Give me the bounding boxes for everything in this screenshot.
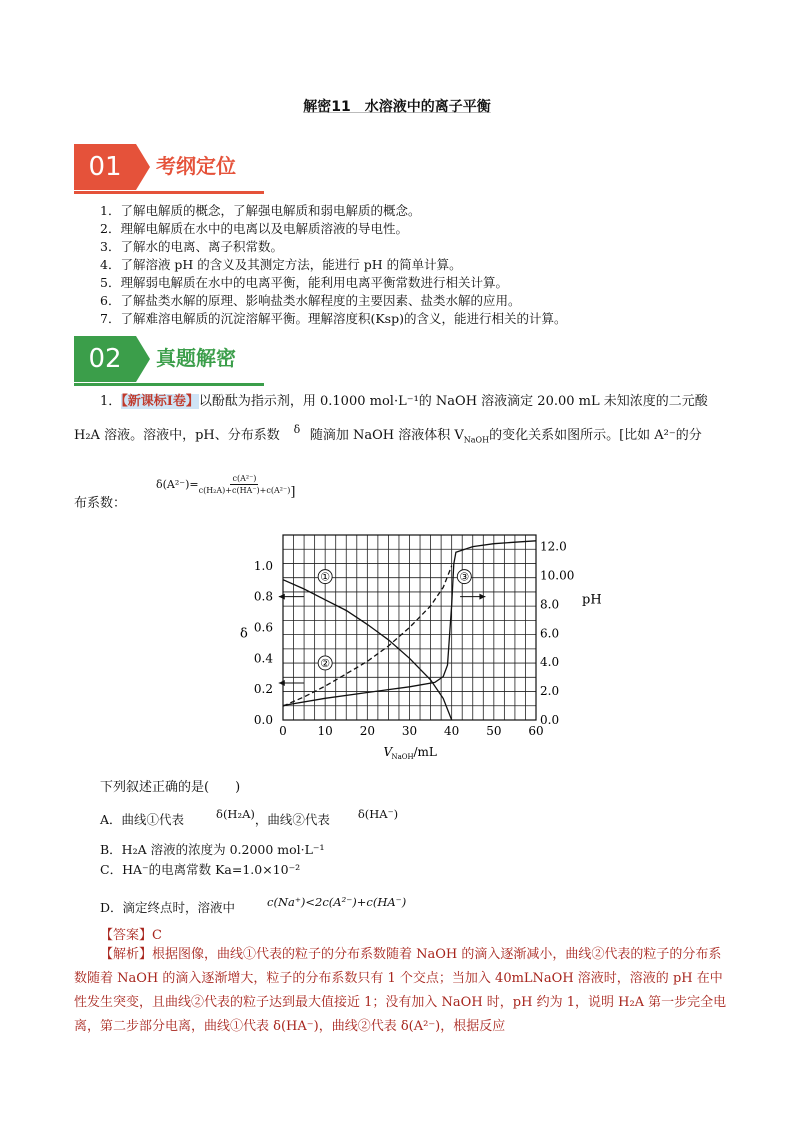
x-tick-label: 20 xyxy=(359,724,375,738)
delta-symbol: δ xyxy=(293,423,301,436)
banner-arrow-icon xyxy=(136,336,150,382)
answer: 【答案】C xyxy=(100,928,162,943)
y-tick-label: 1.0 xyxy=(253,558,273,573)
y-axis-label: δ xyxy=(240,626,248,642)
source-tag: 【新课标Ⅰ卷】 xyxy=(121,394,199,409)
y2-axis-label: pH xyxy=(582,592,602,608)
outline-item: 4．了解溶液 pH 的含义及其测定方法，能进行 pH 的简单计算。 xyxy=(100,257,462,272)
section-label: 真题解密 xyxy=(156,346,236,370)
banner-divider xyxy=(74,383,264,386)
titration-chart xyxy=(228,528,602,766)
banner-arrow-icon xyxy=(136,144,150,190)
section-number: 02 xyxy=(74,336,136,382)
y-tick-label: 0.4 xyxy=(253,651,273,666)
formula-denominator: c(H₂A)+c(HA⁻)+c(A²⁻) xyxy=(198,486,291,495)
y2-tick-label: 10.00 xyxy=(540,568,575,583)
option-a: A．曲线①代表 δ(H₂A)，曲线②代表 δ(HA⁻) xyxy=(100,807,399,827)
y-tick-label: 0.6 xyxy=(253,620,273,635)
y-tick-label: 0.0 xyxy=(253,713,273,727)
y2-tick-label: 8.0 xyxy=(540,597,560,612)
formula-numerator: c(A²⁻) xyxy=(232,474,257,483)
x-tick-label: 10 xyxy=(317,724,333,738)
annotation-label: ② xyxy=(320,656,331,670)
option-d-expression: c(Na⁺)<2c(A²⁻)+c(HA⁻) xyxy=(267,895,407,909)
x-axis-label: V xyxy=(383,745,393,759)
banner-divider xyxy=(74,191,264,194)
x-axis-label-sub: NaOH xyxy=(391,753,414,761)
option-a-symbol2: δ(HA⁻) xyxy=(357,807,399,821)
y2-tick-label: 2.0 xyxy=(540,684,560,699)
arrow-head-icon xyxy=(479,594,485,600)
y2-tick-label: 12.0 xyxy=(540,539,567,554)
x-tick-label: 40 xyxy=(444,724,460,738)
outline-item: 1．了解电解质的概念，了解强电解质和弱电解质的概念。 xyxy=(100,203,421,218)
option-d: D．滴定终点时，溶液中 c(Na⁺)<2c(A²⁻)+c(HA⁻) xyxy=(100,895,407,915)
x-axis-label-unit: /mL xyxy=(413,745,437,759)
outline-item: 5．理解弱电解质在水中的电离平衡，能利用电离平衡常数进行相关计算。 xyxy=(100,275,508,290)
option-a-symbol1: δ(H₂A) xyxy=(216,807,255,821)
section-banner-outline xyxy=(74,144,264,190)
annotation-label: ① xyxy=(320,570,331,584)
question-stem-line2: H₂A 溶液。溶液中，pH、分布系数 δ 随滴加 NaOH 溶液体积 $V_{NaOH}$的变化关系如图所示。[比如 A²⁻的分 xyxy=(74,424,734,453)
arrow-head-icon xyxy=(279,680,285,686)
outline-item: 6．了解盐类水解的原理、影响盐类水解程度的主要因素、盐类水解的应用。 xyxy=(100,293,521,308)
y2-tick-label: 0.0 xyxy=(540,713,560,727)
question-stem-line1: 1．【新课标Ⅰ卷】以酚酞为指示剂，用 0.1000 mol·L⁻¹的 NaOH 溶液滴定 20.00 mL 未知浓度的二元酸 xyxy=(100,394,708,409)
section-number: 01 xyxy=(74,144,136,190)
y2-tick-label: 4.0 xyxy=(540,655,560,670)
x-tick-label: 50 xyxy=(486,724,502,738)
x-tick-label: 30 xyxy=(401,724,418,738)
annotation-label: ③ xyxy=(459,570,470,584)
x-tick-label: 60 xyxy=(528,724,544,738)
x-tick-label: 0 xyxy=(279,724,287,738)
arrow-head-icon xyxy=(279,594,285,600)
option-b: B．H₂A 溶液的浓度为 0.2000 mol·L⁻¹ xyxy=(100,842,325,857)
y-tick-label: 0.2 xyxy=(253,682,273,697)
y2-tick-label: 6.0 xyxy=(540,626,560,641)
section-banner-questions xyxy=(74,336,264,382)
outline-item: 7．了解难溶电解质的沉淀溶解平衡。理解溶度积(Ksp)的含义，能进行相关的计算。 xyxy=(100,311,567,326)
question-number: 1． xyxy=(100,394,122,409)
y-tick-label: 0.8 xyxy=(253,589,273,604)
distribution-formula: δ(A²⁻)= $\frac{\text{c(A²⁻)}}{\text{c(H₂A)+c(HA⁻)+c(A²⁻)}}$ ] xyxy=(156,474,296,500)
outline-item: 3．了解水的电离、离子积常数。 xyxy=(100,239,283,254)
question-stem-line3: 布系数： xyxy=(74,496,127,511)
page-title: 解密11 水溶液中的离子平衡 xyxy=(303,99,491,115)
analysis: 【解析】根据图像，曲线①代表的粒子的分布系数随着 NaOH 的滴入逐渐减小，曲线②代表的粒子的分布系数随着 NaOH 的滴入逐渐增大，粒子的分布系数只有 1 个交点；当加入 40mLNaOH 溶液时，溶液的 pH 在中性发生突变，且曲线②代表的粒子达到最大值接近 1；没有加入 NaOH 时，pH 约为 1，说明 H₂A 第一步完全电离，第二步部分电离，曲线①代表 δ(HA⁻)，曲线②代表 δ(A²⁻)，根据反应 xyxy=(74,947,727,1034)
outline-item: 2．理解电解质在水中的电离以及电解质溶液的导电性。 xyxy=(100,221,408,236)
question-prompt: 下列叙述正确的是( ) xyxy=(100,780,241,795)
option-c: C．HA⁻的电离常数 Ka=1.0×10⁻² xyxy=(100,862,301,877)
section-label: 考纲定位 xyxy=(156,154,236,178)
